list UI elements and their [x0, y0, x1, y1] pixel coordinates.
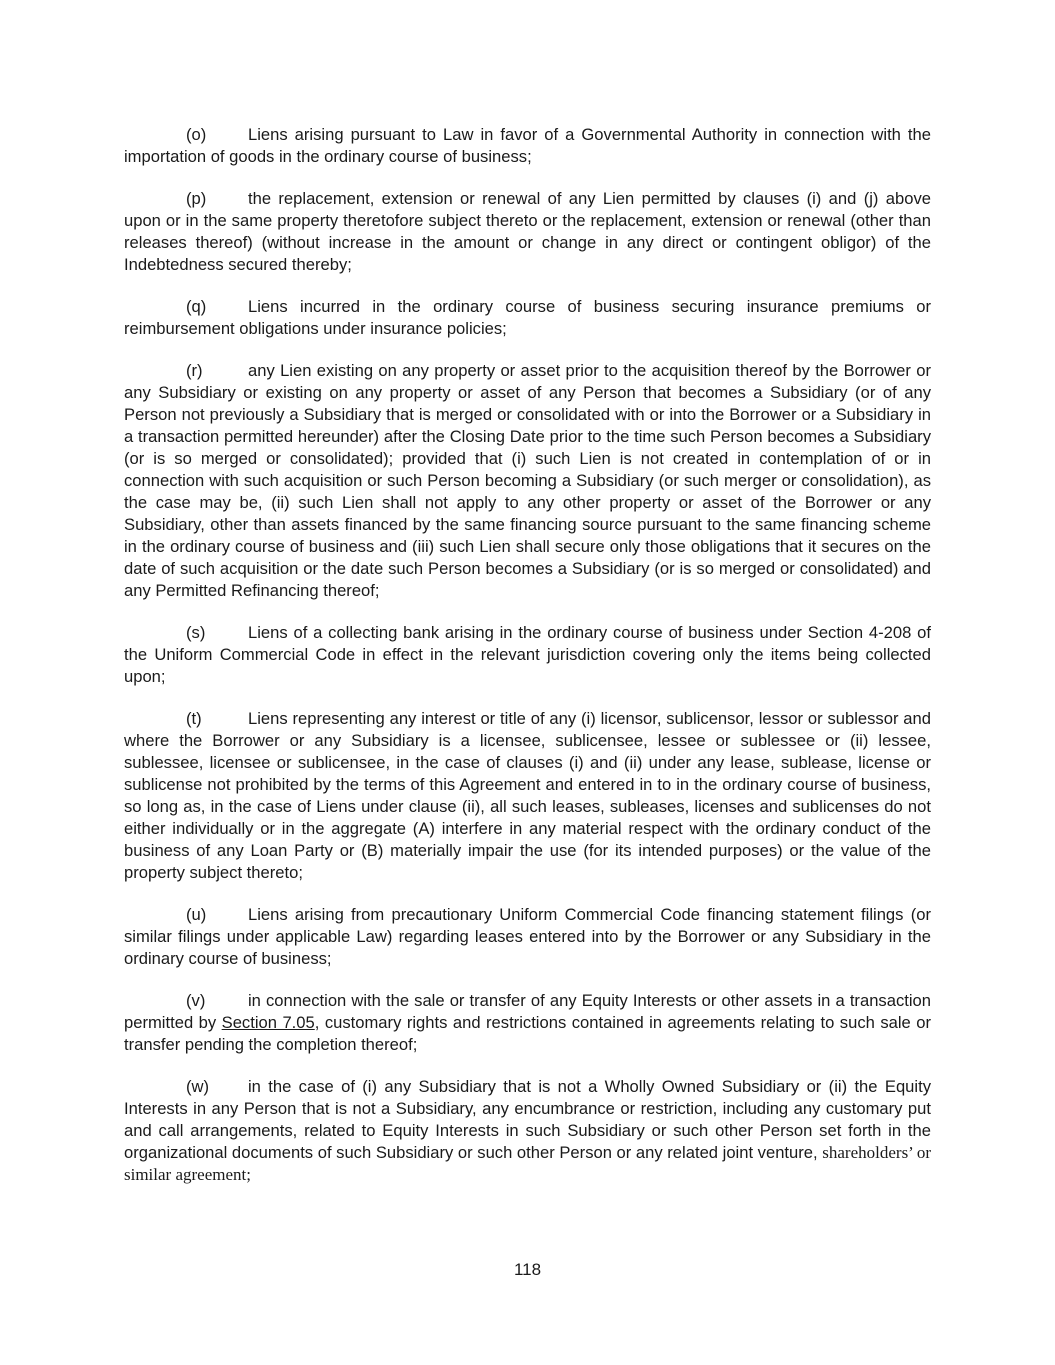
- clause-label: (r): [186, 361, 203, 380]
- clause-label: (t): [186, 709, 202, 728]
- clause-t: [124, 708, 931, 884]
- clause-text: Liens arising pursuant to Law in favor of a Governmental Authority in connection with the importation of goods in the ordinary course of business;: [124, 125, 931, 166]
- clause-text: Liens of a collecting bank arising in the ordinary course of business under Section 4-208 of the Uniform Commercial Code in effect in the relevant jurisdiction covering only the items being collected upon;: [124, 623, 931, 686]
- clause-label: (o): [186, 125, 207, 144]
- clause-text: Liens arising from precautionary Uniform Commercial Code financing statement filings (or similar filings under applicable Law) regarding leases entered into by the Borrower or any Subsidiary in the ordinary course of business;: [124, 905, 931, 968]
- clause-text-tail: shareholders’ or similar agreement;: [124, 1143, 931, 1184]
- section-reference-link: Section 7.05: [221, 1013, 315, 1032]
- clause-u: [124, 904, 931, 970]
- clause-label: (s): [186, 623, 206, 642]
- clause-w: [124, 1076, 931, 1186]
- clause-label: (w): [186, 1077, 210, 1096]
- clause-text: Liens representing any interest or title of any (i) licensor, sublicensor, lessor or sublessor and where the Borrower or any Subsidiary is a licensee, sublicensee, lessee or sublessee or (ii) lessee, sublessee, licensee or sublicensee, in the case of clauses (i) and (ii) under any lease, sublease, license or sublicense not prohibited by the terms of this Agreement and entered in to in the ordinary course of business, so long as, in the case of Liens under clause (ii), all such leases, subleases, licenses and sublicenses do not either individually or in the aggregate (A) interfere in any material respect with the ordinary conduct of the business of any Loan Party or (B) materially impair the use (for its intended purposes) or the value of the property subject thereto;: [124, 709, 931, 882]
- clause-label: (q): [186, 297, 207, 316]
- clause-o: [124, 124, 931, 168]
- clause-text: in the case of (i) any Subsidiary that is not a Wholly Owned Subsidiary or (ii) the Equity Interests in any Person that is not a Subsidiary, any encumbrance or restriction, including any customary put and call arrangements, related to Equity Interests in such Subsidiary or such other Person set forth in the organizational documents of such Subsidiary or such other Person or any related joint venture,: [124, 1077, 931, 1162]
- clause-text: the replacement, extension or renewal of any Lien permitted by clauses (i) and (j) above upon or in the same property theretofore subject thereto or the replacement, extension or renewal (other than releases thereof) (without increase in the amount or change in any direct or contingent obligor) of the Indebtedness secured thereby;: [124, 189, 931, 274]
- clause-v: [124, 990, 931, 1056]
- document-body: [124, 124, 931, 1206]
- clause-label: (v): [186, 991, 206, 1010]
- clause-text: in connection with the sale or transfer of any Equity Interests or other assets in a transaction permitted by: [124, 991, 931, 1032]
- clause-text: any Lien existing on any property or asset prior to the acquisition thereof by the Borrower or any Subsidiary or existing on any property or asset of any Person that becomes a Subsidiary (or of any Person not previously a Subsidiary that is merged or consolidated with or into the Borrower or a Subsidiary in a transaction permitted hereunder) after the Closing Date prior to the time such Person becomes a Subsidiary (or is so merged or consolidated); provided that (i) such Lien is not created in contemplation of or in connection with such acquisition or such Person becoming a Subsidiary (or such merger or consolidation), as the case may be, (ii) such Lien shall not apply to any other property or asset of the Borrower or any Subsidiary, other than assets financed by the same financing source pursuant to the same financing scheme in the ordinary course of business and (iii) such Lien shall secure only those obligations that it secures on the date of such acquisition or the date such Person becomes a Subsidiary (or is so merged or consolidated) and any Permitted Refinancing thereof;: [124, 361, 931, 600]
- clause-r: [124, 360, 931, 602]
- clause-p: [124, 188, 931, 276]
- clause-label: (p): [186, 189, 207, 208]
- page-number: 118: [513, 1260, 542, 1279]
- clause-s: [124, 622, 931, 688]
- clause-text: Liens incurred in the ordinary course of business securing insurance premiums or reimbursement obligations under insurance policies;: [124, 297, 931, 338]
- clause-label: (u): [186, 905, 207, 924]
- clause-q: [124, 296, 931, 340]
- clause-text-continued: , customary rights and restrictions contained in agreements relating to such sale or transfer pending the completion thereof;: [124, 1013, 931, 1054]
